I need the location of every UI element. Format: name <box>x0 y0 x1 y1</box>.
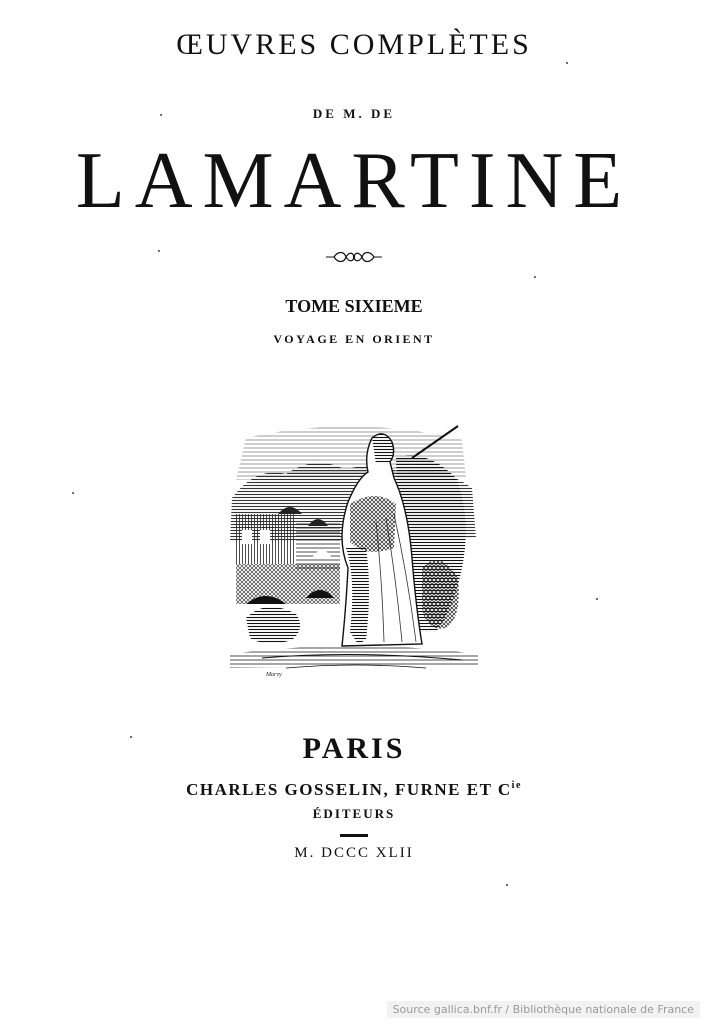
publication-date: M. DCCC XLII <box>294 845 414 861</box>
print-speck <box>534 276 536 278</box>
engraved-vignette <box>226 418 482 680</box>
print-speck <box>596 598 598 600</box>
publisher-main: CHARLES GOSSELIN, FURNE ET C <box>186 780 512 799</box>
series-title: ŒUVRES COMPLÈTES <box>176 28 532 61</box>
author-name: LAMARTINE <box>75 137 633 225</box>
print-speck <box>158 250 160 252</box>
fleuron-ornament-icon <box>0 250 708 269</box>
publisher-suffix: ie <box>511 780 522 791</box>
tome-number: TOME SIXIEME <box>285 296 423 316</box>
author-prefix: DE M. DE <box>312 106 396 121</box>
engraver-signature: Marvy <box>266 672 282 678</box>
publisher-role: ÉDITEURS <box>312 806 396 821</box>
source-credit: Source gallica.bnf.fr / Bibliothèque nationale de France <box>387 1001 700 1018</box>
print-speck <box>130 736 132 738</box>
print-speck <box>160 114 162 116</box>
publisher-name <box>0 780 708 800</box>
print-speck <box>72 492 74 494</box>
work-title: VOYAGE EN ORIENT <box>273 332 435 346</box>
print-speck <box>566 62 568 64</box>
publication-city: PARIS <box>302 732 406 765</box>
divider-rule <box>340 834 368 837</box>
print-speck <box>506 884 508 886</box>
